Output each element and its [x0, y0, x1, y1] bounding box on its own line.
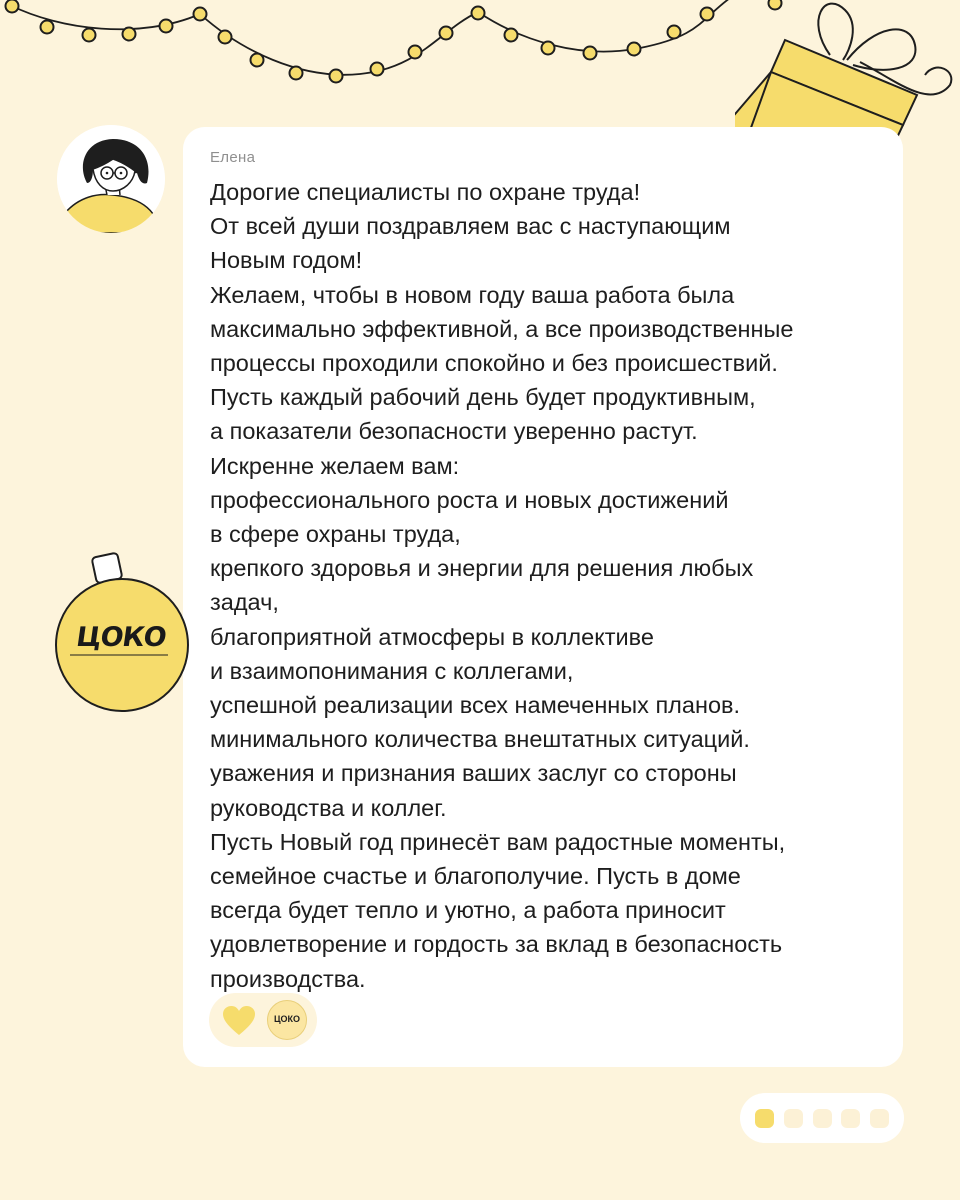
- message-text: [210, 175, 890, 996]
- message-line: минимального количества внештатных ситуаций.: [210, 726, 750, 753]
- message-line: благоприятной атмосферы в коллективе: [210, 623, 654, 650]
- avatar[interactable]: [57, 125, 165, 233]
- message-line: максимально эффективной, а все производственные: [210, 315, 794, 342]
- page-dot-1[interactable]: [755, 1109, 774, 1128]
- page-dot-4[interactable]: [841, 1109, 860, 1128]
- message-line: и взаимопонимания с коллегами,: [210, 657, 574, 684]
- message-line: крепкого здоровья и энергии для решения любых: [210, 555, 754, 582]
- company-logo: ЦОКО: [74, 622, 168, 653]
- message-line: процессы проходили спокойно и без происшествий.: [210, 350, 778, 377]
- message-line: уважения и признания ваших заслуг со стороны: [210, 760, 737, 787]
- page-dot-5[interactable]: [870, 1109, 889, 1128]
- company-logo-icon[interactable]: [267, 1000, 307, 1040]
- message-line: Пусть каждый рабочий день будет продуктивным,: [210, 384, 756, 411]
- page-dot-2[interactable]: [784, 1109, 803, 1128]
- reactions-bar: [209, 993, 317, 1047]
- message-line: задач,: [210, 589, 279, 616]
- message-line: в сфере охраны труда,: [210, 521, 461, 548]
- message-line: От всей души поздравляем вас с наступающим: [210, 213, 731, 240]
- message-line: производства.: [210, 965, 366, 992]
- message-line: Желаем, чтобы в новом году ваша работа была: [210, 281, 735, 308]
- message-line: а показатели безопасности уверенно растут.: [210, 418, 698, 445]
- message-card: [183, 127, 903, 1067]
- pagination: [740, 1093, 904, 1143]
- message-line: Искренне желаем вам:: [210, 452, 460, 479]
- message-line: Новым годом!: [210, 247, 363, 274]
- heart-icon[interactable]: [222, 1006, 256, 1036]
- page-dot-3[interactable]: [813, 1109, 832, 1128]
- avatar-woman-glasses-icon: [57, 125, 165, 233]
- reaction-logo-label: ЦОКО: [273, 1014, 301, 1024]
- message-line: удовлетворение и гордость за вклад в безопасность: [210, 931, 783, 958]
- message-line: руководства и коллег.: [210, 794, 447, 821]
- message-line: профессионального роста и новых достижений: [210, 486, 729, 513]
- message-line: всегда будет тепло и уютно, а работа приносит: [210, 897, 726, 924]
- message-line: Дорогие специалисты по охране труда!: [210, 179, 641, 205]
- message-line: Пусть Новый год принесёт вам радостные моменты,: [210, 828, 786, 855]
- message-line: семейное счастье и благополучие. Пусть в доме: [210, 863, 741, 890]
- message-line: успешной реализации всех намеченных планов.: [210, 692, 741, 719]
- sender-name: Елена: [210, 149, 256, 166]
